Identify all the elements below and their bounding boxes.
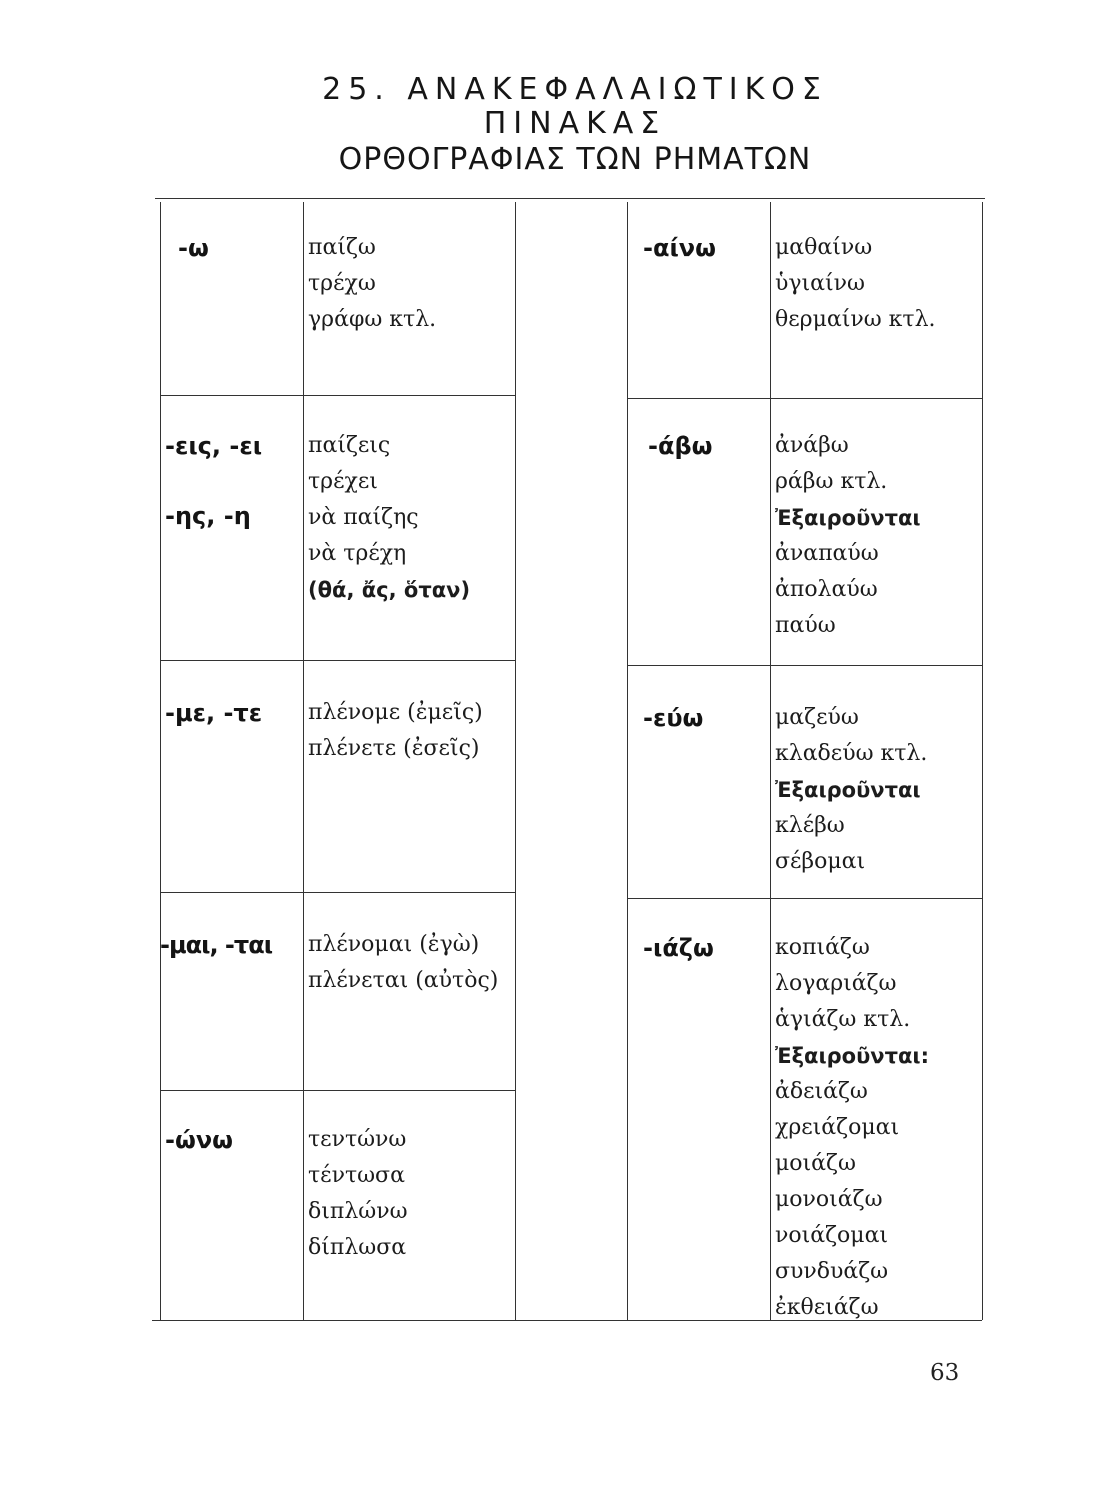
example-word: τρέχω (308, 271, 376, 296)
example-word: τρέχει (308, 469, 378, 494)
page-title: 25. ΑΝΑΚΕΦΑΛΑΙΩΤΙΚΟΣ (322, 72, 828, 107)
verb-ending: -εις, -ει (165, 432, 263, 460)
example-word: νοιάζομαι (775, 1223, 889, 1248)
example-list (775, 700, 927, 880)
column-divider (303, 202, 304, 1320)
example-word: πλένομαι (ἐγὼ) (308, 932, 480, 957)
verb-ending: -ω (178, 234, 209, 262)
example-word: ἀπολαύω (775, 577, 878, 602)
verb-ending: -ώνω (165, 1126, 234, 1154)
example-word: ἐκθειάζω (775, 1295, 879, 1320)
example-word: ἀνάβω (775, 433, 849, 458)
example-word: τέντωσα (308, 1163, 405, 1188)
example-word: πλένεται (αὐτὸς) (308, 968, 499, 993)
example-word: σέβομαι (775, 849, 866, 874)
column-divider (515, 202, 516, 1320)
example-word: ἁγιάζω κτλ. (775, 1007, 911, 1032)
example-list (308, 927, 498, 999)
example-word: λογαριάζω (775, 971, 897, 996)
example-list (775, 230, 936, 338)
example-word: μονοιάζω (775, 1187, 883, 1212)
example-word: κλέβω (775, 813, 845, 838)
example-word: χρειάζομαι (775, 1115, 900, 1140)
verb-ending: -εύω (643, 704, 704, 732)
example-word: ὑγιαίνω (775, 271, 865, 296)
verb-ending: -ιάζω (643, 934, 714, 962)
example-word: δίπλωσα (308, 1235, 407, 1260)
row-divider (627, 665, 982, 666)
page-title-line-2: ΠΙΝΑΚΑΣ (483, 106, 667, 141)
example-word: (θά, ἄς, ὅταν) (308, 578, 471, 602)
example-word: θερμαίνω κτλ. (775, 307, 936, 332)
verb-ending: -άβω (648, 432, 713, 460)
exception-heading: Ἐξαιροῦνται (775, 778, 921, 802)
example-list (775, 428, 921, 644)
example-list (308, 428, 470, 608)
row-divider (160, 1090, 515, 1091)
example-word: γράφω κτλ. (308, 307, 437, 332)
example-word: νὰ τρέχη (308, 541, 407, 566)
example-word: μαζεύω (775, 705, 859, 730)
example-word: πλένομε (ἐμεῖς) (308, 700, 483, 725)
example-word: ἀναπαύω (775, 541, 879, 566)
example-word: παύω (775, 613, 836, 638)
example-word: συνδυάζω (775, 1259, 889, 1284)
example-list (308, 695, 483, 767)
example-word: ράβω κτλ. (775, 469, 888, 494)
example-word: διπλώνω (308, 1199, 408, 1224)
exception-heading: Ἐξαιροῦνται: (775, 1044, 929, 1068)
column-divider (627, 202, 628, 1320)
page-number: 63 (930, 1360, 960, 1386)
column-divider (770, 202, 771, 1320)
example-list (308, 230, 436, 338)
row-divider (160, 660, 515, 661)
example-word: πλένετε (ἐσεῖς) (308, 736, 480, 761)
row-divider (627, 398, 982, 399)
example-word: παίζεις (308, 433, 391, 458)
column-divider (160, 202, 161, 1320)
example-word: κλαδεύω κτλ. (775, 741, 928, 766)
example-word: κοπιάζω (775, 935, 870, 960)
row-divider (160, 395, 515, 396)
verb-ending: -ης, -η (165, 502, 251, 530)
exception-heading: Ἐξαιροῦνται (775, 506, 921, 530)
row-divider (627, 898, 982, 899)
example-word: μαθαίνω (775, 235, 873, 260)
verb-ending: -με, -τε (165, 699, 263, 727)
column-divider (982, 202, 983, 1320)
verb-ending: -αίνω (643, 234, 717, 262)
verb-ending: -μαι, -ται (160, 931, 273, 959)
example-word: νὰ παίζης (308, 505, 419, 530)
example-list (775, 930, 929, 1326)
example-word: τεντώνω (308, 1127, 407, 1152)
page-subtitle: ΟΡΘΟΓΡΑΦΙΑΣ ΤΩΝ ΡΗΜΑΤΩΝ (338, 142, 812, 177)
row-divider (160, 892, 515, 893)
example-list (308, 1122, 408, 1266)
example-word: ἀδειάζω (775, 1079, 868, 1104)
table-top-rule (155, 198, 985, 199)
example-word: μοιάζω (775, 1151, 856, 1176)
example-word: παίζω (308, 235, 376, 260)
